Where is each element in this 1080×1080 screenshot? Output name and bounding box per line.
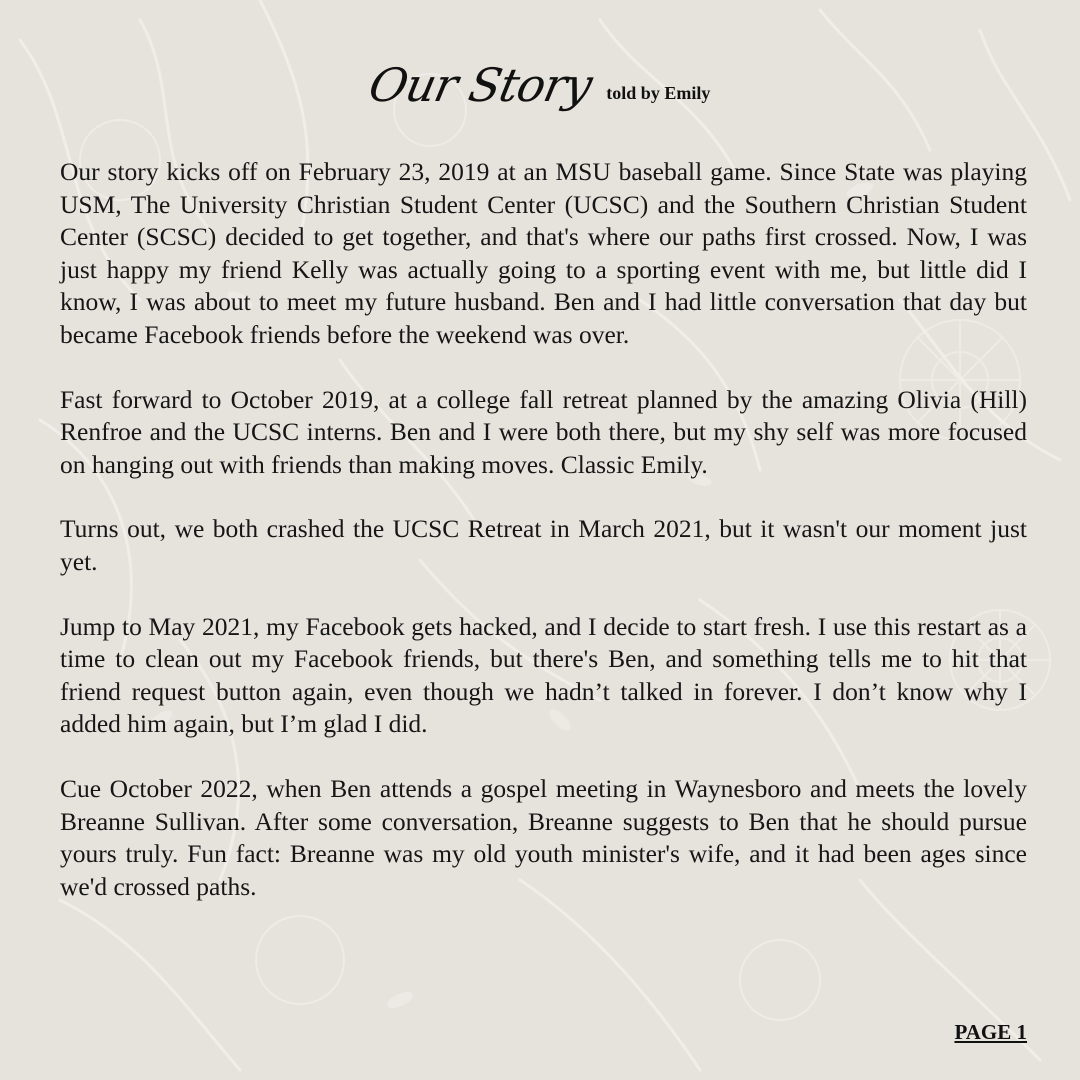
page-number-label: PAGE 1 [954,1020,1027,1044]
story-paragraph: Fast forward to October 2019, at a college fall retreat planned by the amazing Olivia (Hill) Renfroe and the UCSC interns. Ben and I were both there, but my shy self was more focused on hanging out with friends than making moves. Classic Emily. [60,384,1027,479]
page-title: Our Story [363,58,597,112]
story-body [60,156,1027,935]
story-paragraph: Our story kicks off on February 23, 2019 at an MSU baseball game. Since State was playing USM, The University Christian Student Center (UCSC) and the Southern Christian Student Center (SCSC) decided to get together, and that's where our paths first crossed. Now, I was just happy my friend Kelly was actually going to a sporting event with me, but little did I know, I was about to meet my future husband. Ben and I had little conversation that day but became Facebook friends before the weekend was over. [60,157,1027,349]
story-paragraph: Jump to May 2021, my Facebook gets hacked, and I decide to start fresh. I use this restart as a time to clean out my Facebook friends, but there's Ben, and something tells me to hit that friend request button again, even though we hadn’t talked in forever. I don’t know why I added him again, but I’m glad I did. [60,611,1027,739]
story-paragraph: Cue October 2022, when Ben attends a gospel meeting in Waynesboro and meets the lovely Breanne Sullivan. After some conversation, Breanne suggests to Ben that he should pursue yours truly. Fun fact: Breanne was my old youth minister's wife, and it had been ages since we'd crossed paths. [60,773,1027,901]
title-row [0,58,1080,112]
byline: told by Emily [606,83,711,103]
story-paragraph: Turns out, we both crashed the UCSC Retreat in March 2021, but it wasn't our moment just yet. [60,514,1027,576]
